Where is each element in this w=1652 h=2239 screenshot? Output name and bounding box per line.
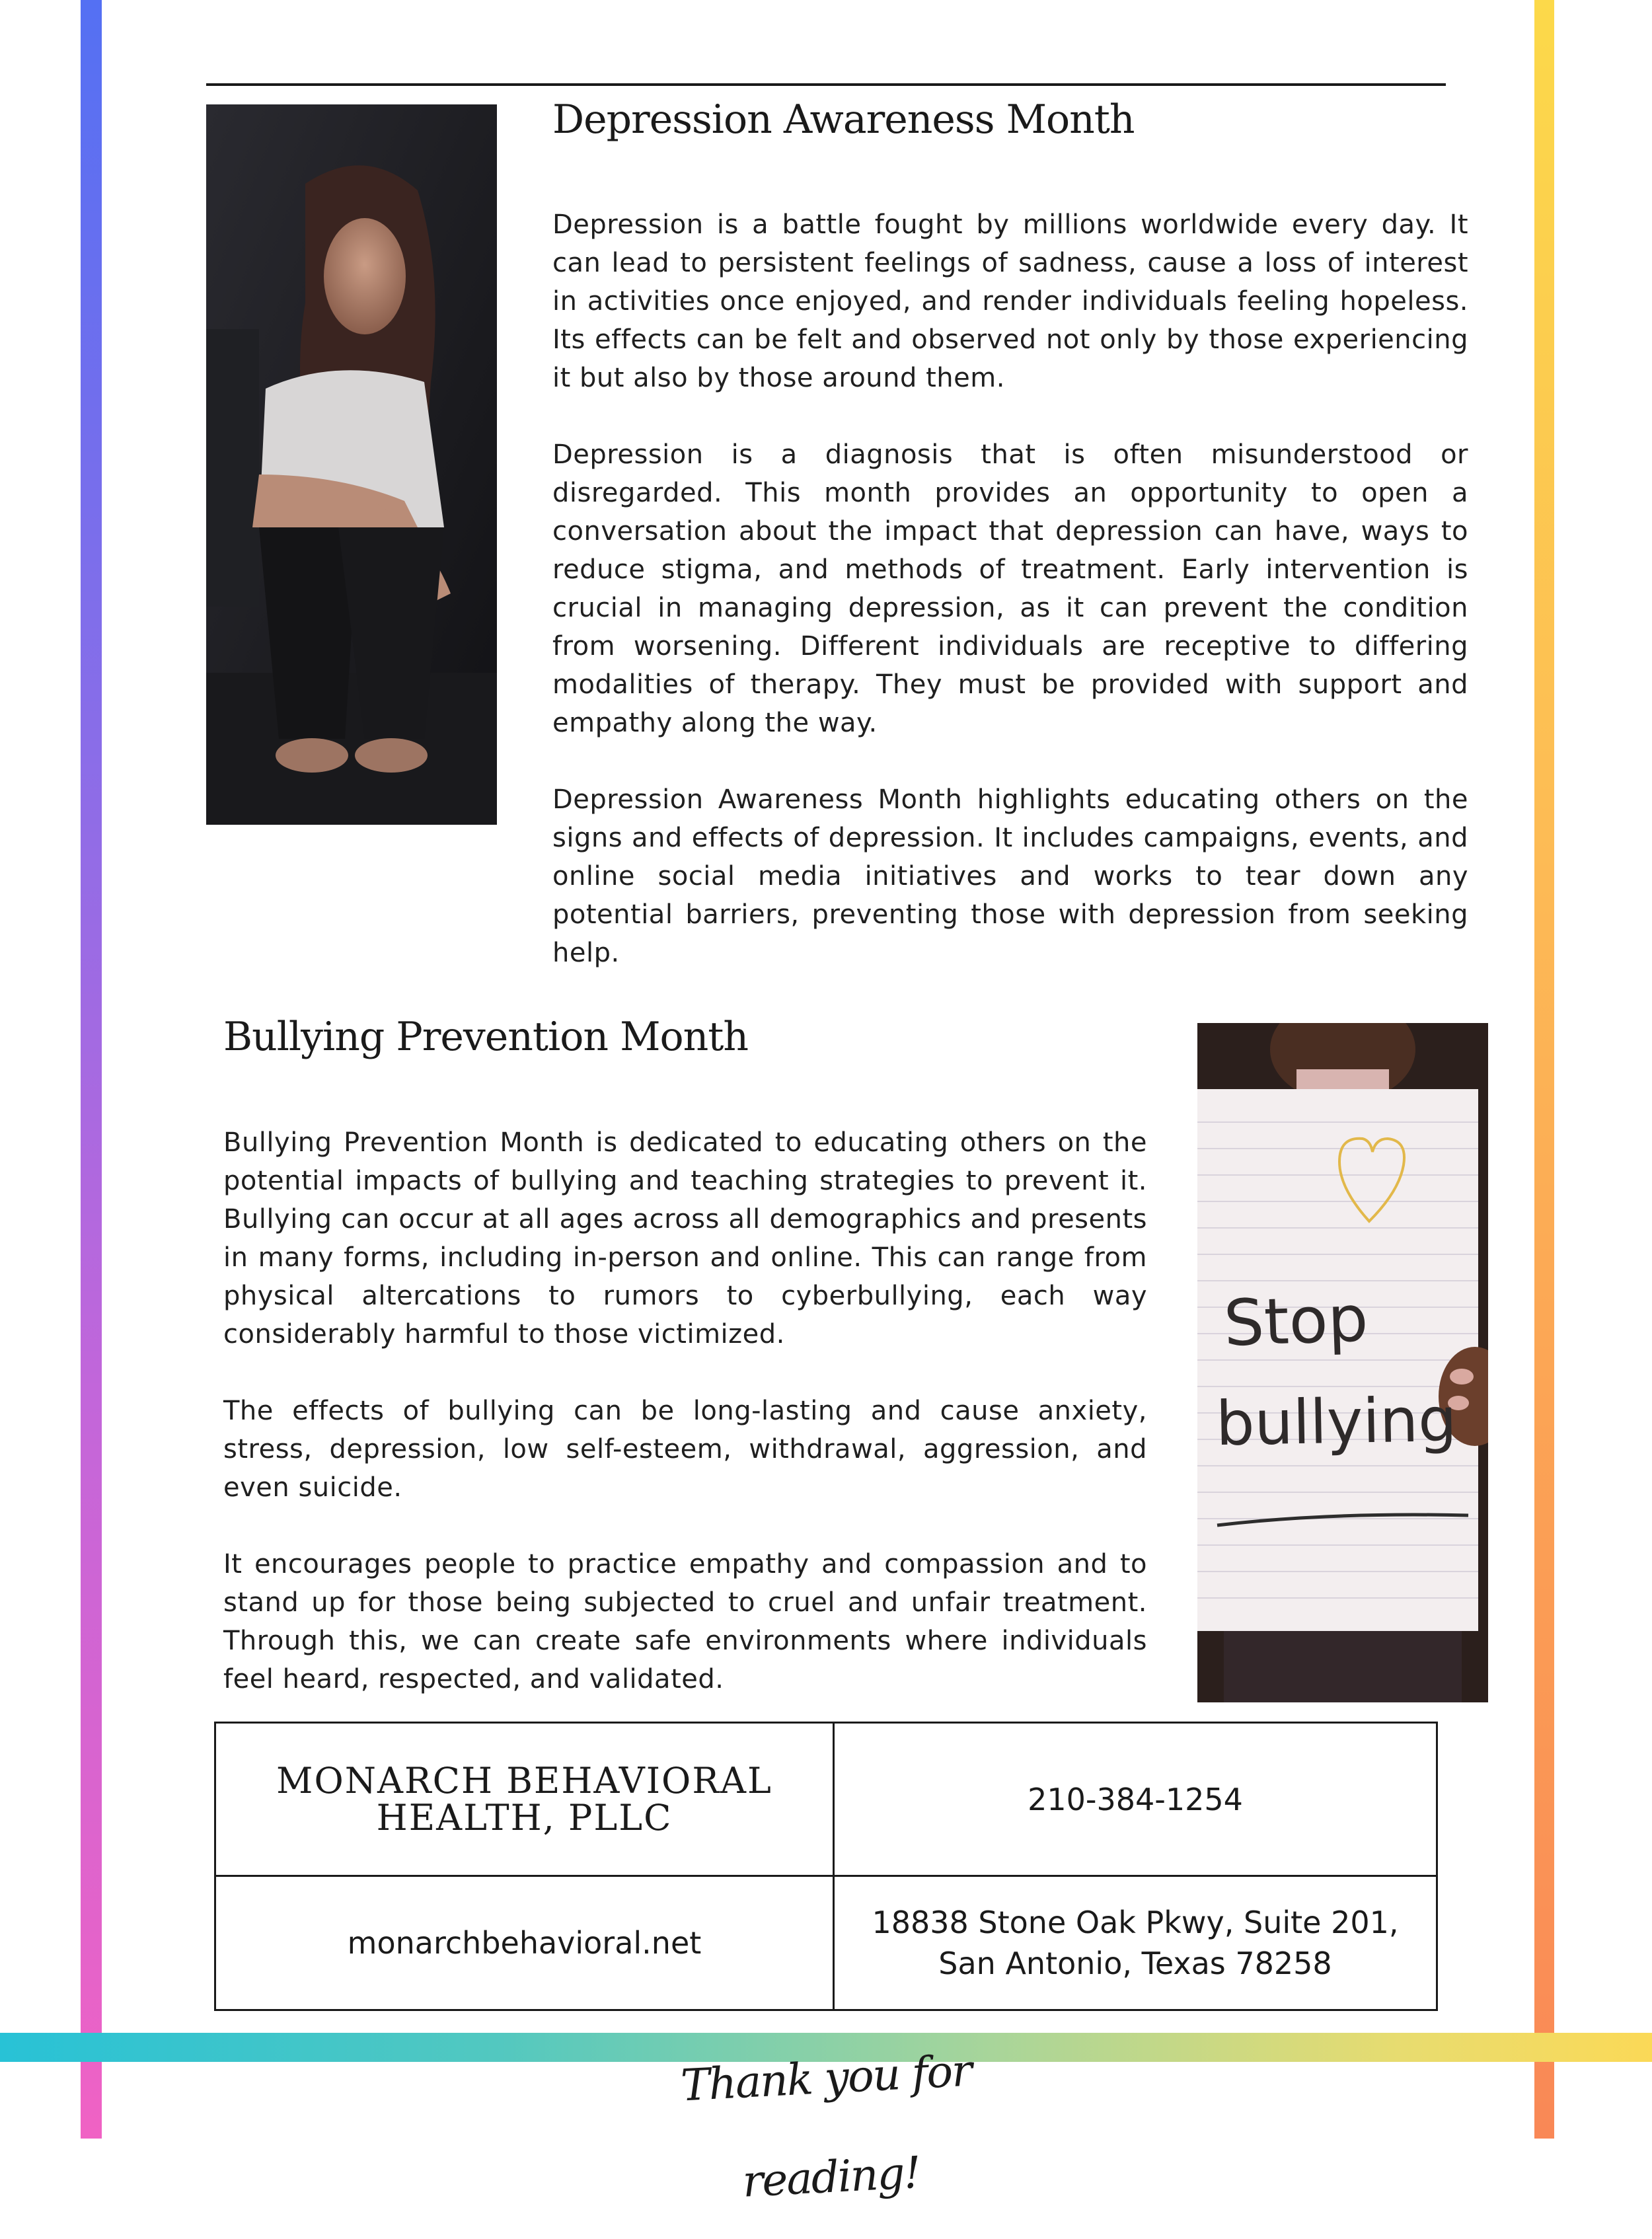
bullying-photo: [1197, 1023, 1488, 1702]
left-gradient-bar: [81, 0, 102, 2139]
depression-paragraph-3: Depression Awareness Month highlights educating others on the signs and effects of depression. It includes campaigns, events, and online social media initiatives and works to tear down any potential barriers, preventing those with depression from seeking help.: [552, 784, 1468, 968]
contact-table: [214, 1722, 1438, 2011]
depression-paragraph-2: Depression is a diagnosis that is often misunderstood or disregarded. This month provides an opportunity to open a conversation about the impact that depression can have, ways to reduce stigma, and methods of treatment. Early intervention is crucial in managing depression, as it can prevent the condition from worsening. Different individuals are receptive to differing modalities of therapy. They must be provided with support and empathy along the way.: [552, 439, 1468, 738]
address-line-2: San Antonio, Texas 78258: [938, 1946, 1332, 1981]
depression-title: Depression Awareness Month: [552, 96, 1135, 143]
phone-number[interactable]: 210-384-1254: [835, 1724, 1436, 1877]
bullying-title: Bullying Prevention Month: [223, 1014, 749, 1060]
bullying-body: [223, 1123, 1147, 1698]
address: [835, 1877, 1436, 2009]
depression-photo: [206, 104, 497, 825]
company-name: MONARCH BEHAVIORAL HEALTH, PLLC: [216, 1724, 835, 1877]
right-gradient-bar: [1534, 0, 1554, 2139]
address-line-1: 18838 Stone Oak Pkwy, Suite 201,: [872, 1905, 1399, 1940]
depression-body: [552, 206, 1468, 972]
top-divider: [206, 83, 1446, 86]
bullying-paragraph-1: Bullying Prevention Month is dedicated to educating others on the potential impacts of bullying and teaching strategies to prevent it. Bullying can occur at all ages across all demographics and presents in many forms, including in-person and online. This can range from physical altercations to rumors to cyberbullying, each way considerably harmful to those victimized.: [223, 1127, 1147, 1349]
bullying-paragraph-2: The effects of bullying can be long-lasting and cause anxiety, stress, depression, low self-esteem, withdrawal, aggression, and even suicide.: [223, 1396, 1147, 1503]
bullying-section: [223, 1014, 1148, 1060]
website-link[interactable]: monarchbehavioral.net: [216, 1877, 835, 2009]
bullying-paragraph-3: It encourages people to practice empathy and compassion and to stand up for those being subjected to cruel and unfair treatment. Through this, we can create safe environments where individuals feel heard, respected, and validated.: [223, 1549, 1147, 1694]
thank-you-signature: Thank you for reading!: [679, 2045, 973, 2207]
depression-paragraph-1: Depression is a battle fought by millions worldwide every day. It can lead to persistent feelings of sadness, cause a loss of interest in activities once enjoyed, and render individuals feeling hopeless. Its effects can be felt and observed not only by those experiencing it but also by those around them.: [552, 209, 1468, 393]
sign-text-bullying: bullying: [1215, 1384, 1458, 1460]
sign-text-stop: Stop: [1222, 1281, 1370, 1361]
depression-section: [552, 96, 1468, 143]
